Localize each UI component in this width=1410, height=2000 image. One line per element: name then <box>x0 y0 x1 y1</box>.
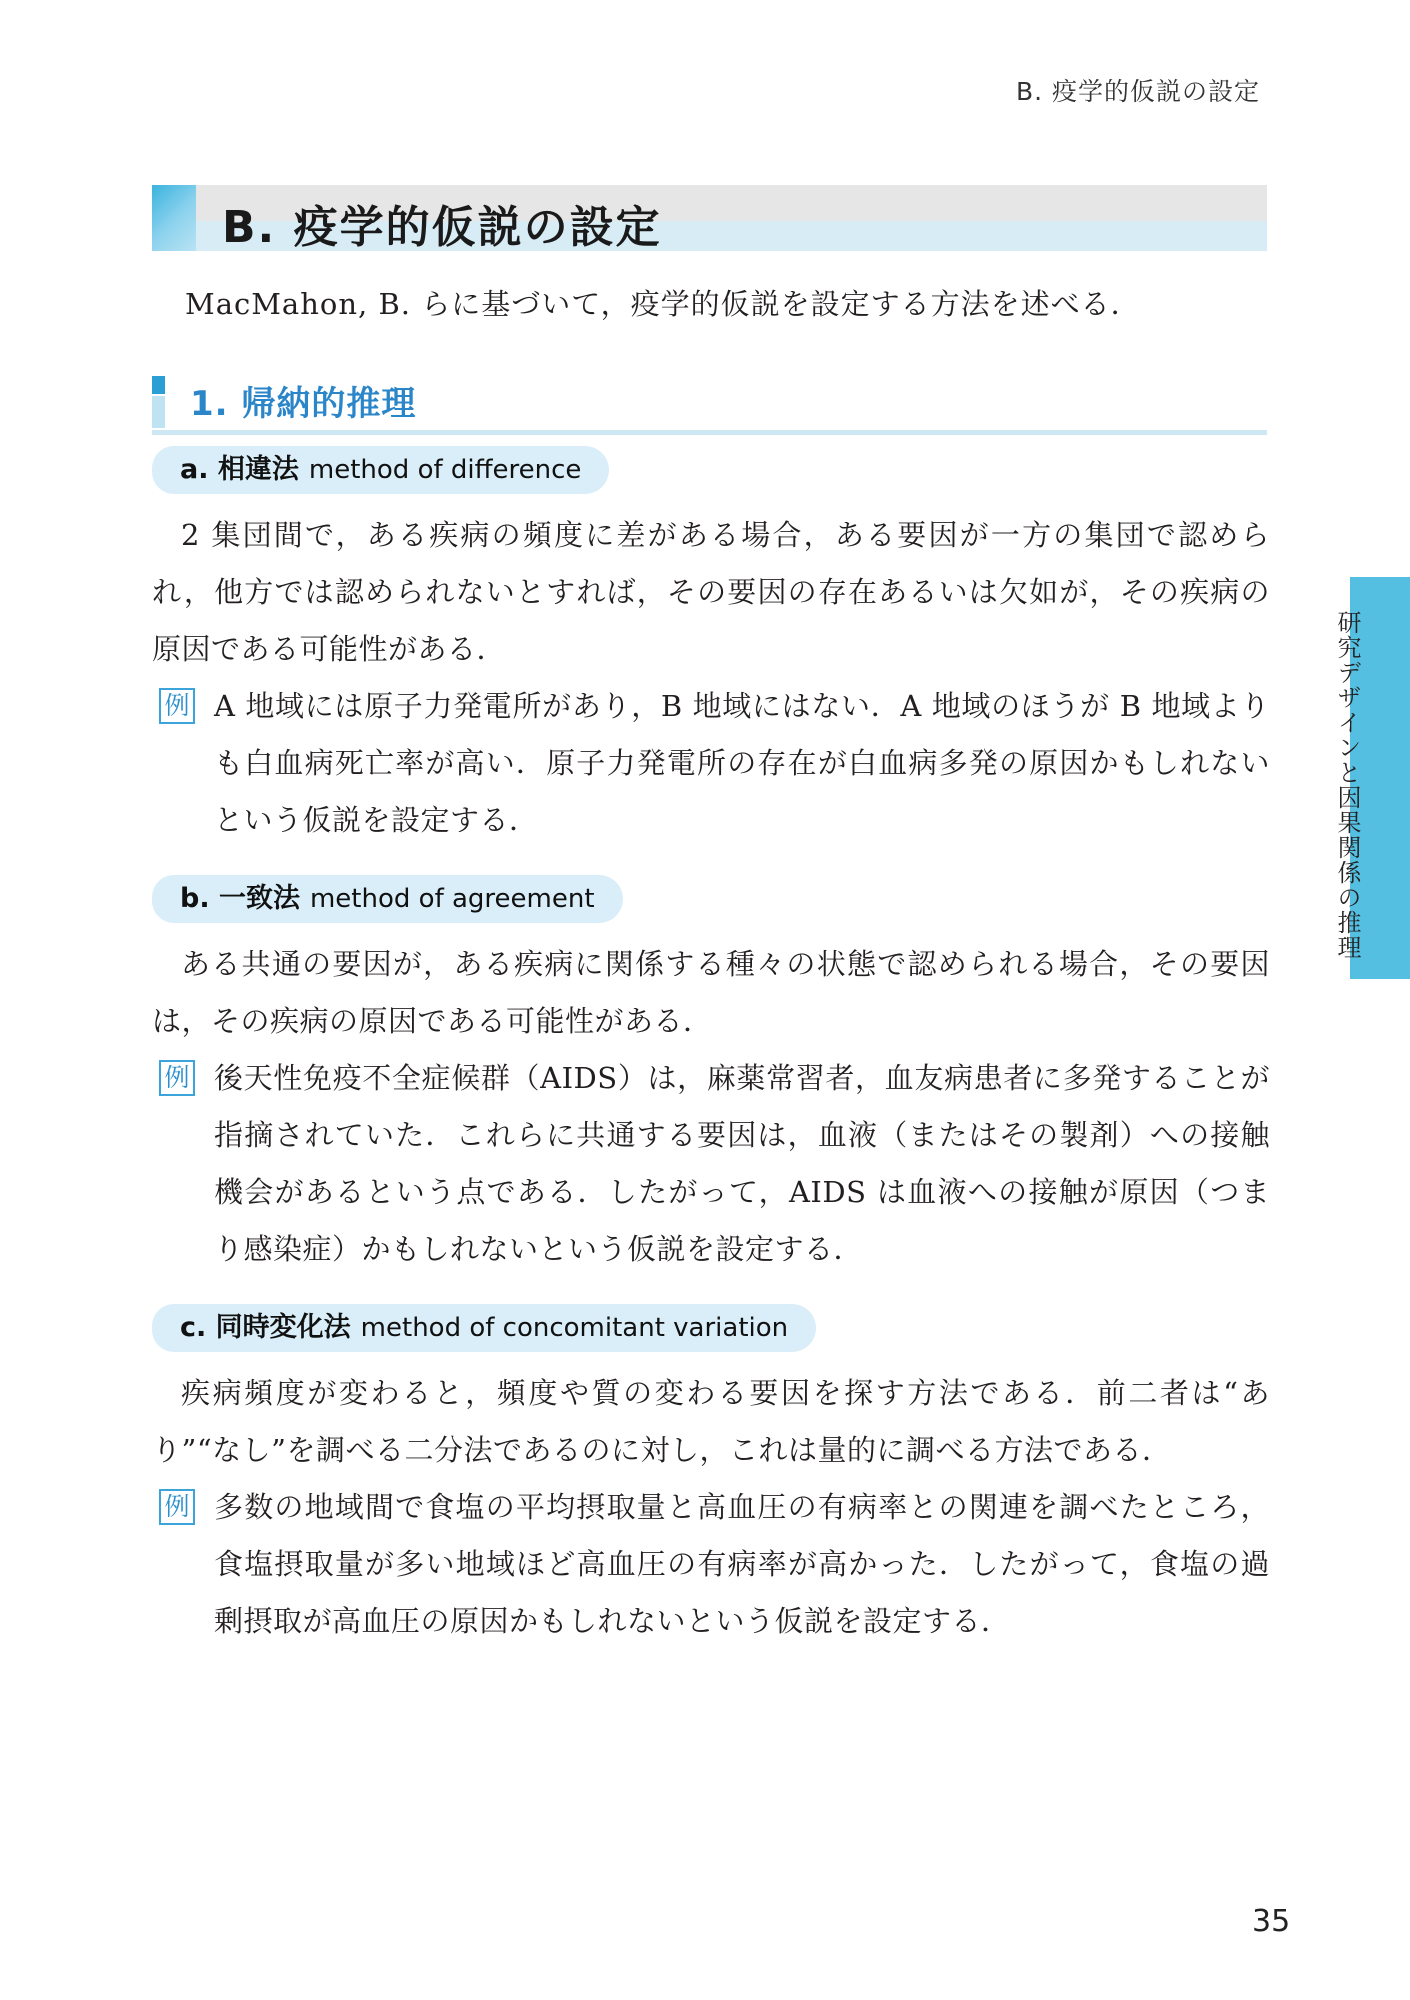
section-title: B. 疫学的仮説の設定 <box>222 202 662 253</box>
method-english: method of concomitant variation <box>360 1313 789 1343</box>
example-mark: 例 <box>159 688 195 724</box>
chapter-side-label: 研究デザインと因果関係の推理 <box>1333 610 1361 960</box>
section-intro: MacMahon, B. らに基づいて，疫学的仮説を設定する方法を述べる． <box>185 287 1141 321</box>
running-header: B. 疫学的仮説の設定 <box>1015 77 1260 106</box>
method-english: method of difference <box>308 455 582 485</box>
method-paragraph: 疾病頻度が変わると，頻度や質の変わる要因を探す方法である．前二者は“あり”“なし”を調べる二分法であるのに対し，これは量的に調べる方法である． <box>152 1376 1270 1467</box>
method-heading-agreement <box>152 875 623 923</box>
example-mark: 例 <box>159 1489 195 1525</box>
method-label: c. 同時変化法 <box>180 1312 351 1343</box>
method-label: a. 相違法 <box>180 454 299 485</box>
subsection-title: 1. 帰納的推理 <box>190 384 417 424</box>
example-text: 多数の地域間で食塩の平均摂取量と高血圧の有病率との関連を調べたところ，食塩摂取量が多い地域ほど高血圧の有病率が高かった．したがって，食塩の過剰摂取が高血圧の原因かもしれないという仮説を設定する． <box>214 1490 1270 1638</box>
subsection-marker <box>152 376 165 428</box>
example-mark: 例 <box>159 1060 195 1096</box>
example-block <box>152 678 1270 849</box>
method-heading-difference <box>152 446 609 494</box>
method-label: b. 一致法 <box>180 883 300 914</box>
example-text: 後天性免疫不全症候群（AIDS）は，麻薬常習者，血友病患者に多発することが指摘されていた．これらに共通する要因は，血液（またはその製剤）への接触機会があるという点である．したがって，AIDS は血液への接触が原因（つまり感染症）かもしれないという仮説を設定する． <box>214 1061 1270 1266</box>
subsection-heading <box>152 372 1267 435</box>
example-block <box>152 1050 1270 1278</box>
example-block <box>152 1479 1270 1650</box>
heading-accent-block <box>152 185 196 251</box>
method-english: method of agreement <box>309 884 595 914</box>
method-heading-concomitant-variation <box>152 1304 816 1352</box>
section-heading-banner <box>152 185 1267 251</box>
method-paragraph: ある共通の要因が，ある疾病に関係する種々の状態で認められる場合，その要因は，その疾病の原因である可能性がある． <box>152 947 1270 1038</box>
method-paragraph: 2 集団間で，ある疾病の頻度に差がある場合，ある要因が一方の集団で認められ，他方では認められないとすれば，その要因の存在あるいは欠如が，その疾病の原因である可能性がある． <box>152 518 1270 666</box>
page-number: 35 <box>1252 1904 1291 1939</box>
example-text: A 地域には原子力発電所があり，B 地域にはない．A 地域のほうが B 地域よりも白血病死亡率が高い．原子力発電所の存在が白血病多発の原因かもしれないという仮説を設定する． <box>214 689 1270 837</box>
